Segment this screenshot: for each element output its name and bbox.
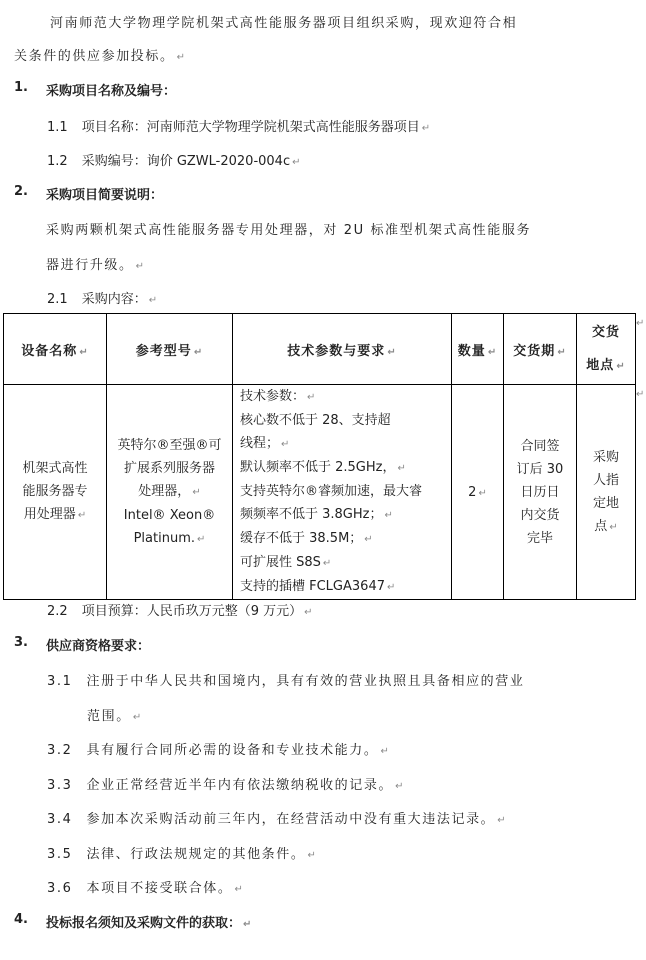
item-3-1-cont: 范围。 ↵ (87, 709, 143, 724)
section-2-desc-line-1: 采购两颗机架式高性能服务器专用处理器，对 2U 标准型机架式高性能服务 (46, 223, 532, 238)
section-1-heading: 1. 采购项目名称及编号： (14, 80, 177, 99)
header-delivery-place: 交货 地点 ↵ (577, 314, 636, 385)
item-3-5: 3.5 法律、行政法规规定的其他条件。 ↵ (47, 847, 318, 862)
cell-tech-spec: 技术参数： ↵ 核心数不低于 28、支持超 线程； ↵ 默认频率不低于 2.5GHz， ↵ 支持英特尔®睿频加速，最大睿 频频率不低于 3.8GHz； ↵ 缓存不低于 38.5M； ↵ 可扩展性 S8S ↵ 支持的插槽 FCLGA3647 ↵ (233, 385, 452, 600)
cell-device-name: 机架式高性 能服务器专 用处理器 ↵ (4, 385, 107, 600)
item-3-2: 3.2 具有履行合同所必需的设备和专业技术能力。 ↵ (47, 743, 391, 758)
procurement-table (3, 313, 636, 600)
item-1-1: 1.1 项目名称：河南师范大学物理学院机架式高性能服务器项目 ↵ (47, 120, 431, 135)
header-delivery-time: 交货期 ↵ (504, 314, 577, 385)
intro-line-2: 关条件的供应参加投标。 ↵ (14, 49, 187, 64)
row-end-mark-2: ↵ (636, 389, 645, 400)
section-2-desc-line-2: 器进行升级。 ↵ (46, 258, 146, 273)
row-end-mark-1: ↵ (636, 318, 645, 329)
section-2-heading: 2. 采购项目简要说明： (14, 184, 164, 203)
item-3-4: 3.4 参加本次采购活动前三年内，在经营活动中没有重大违法记录。 ↵ (47, 812, 508, 827)
section-3-heading: 3. 供应商资格要求： (14, 635, 151, 654)
item-3-1: 3.1 注册于中华人民共和国境内，具有有效的营业执照且具备相应的营业 (47, 674, 525, 689)
table-row (4, 385, 636, 600)
cell-delivery-place: 采购 人指 定地 点 ↵ (577, 385, 636, 600)
item-1-2: 1.2 采购编号：询价 GZWL-2020-004c ↵ (47, 154, 301, 169)
header-reference-model: 参考型号 ↵ (107, 314, 233, 385)
item-3-3: 3.3 企业正常经营近半年内有依法缴纳税收的记录。 ↵ (47, 778, 406, 793)
item-2-1: 2.1 采购内容： ↵ (47, 292, 158, 307)
cell-delivery-time: 合同签 订后 30 日历日 内交货 完毕 (504, 385, 577, 600)
header-tech-spec: 技术参数与要求 ↵ (233, 314, 452, 385)
section-4-heading: 4. 投标报名须知及采购文件的获取： ↵ (14, 912, 252, 931)
cell-reference-model: 英特尔®至强®可 扩展系列服务器 处理器， ↵ Intel® Xeon® Platinum. ↵ (107, 385, 233, 600)
intro-line-1: 河南师范大学物理学院机架式高性能服务器项目组织采购，现欢迎符合相 (50, 16, 518, 31)
table-header-row (4, 314, 636, 385)
item-3-6: 3.6 本项目不接受联合体。 ↵ (47, 881, 245, 896)
header-device-name: 设备名称 ↵ (4, 314, 107, 385)
cell-quantity: 2 ↵ (452, 385, 504, 600)
header-quantity: 数量 ↵ (452, 314, 504, 385)
item-2-2: 2.2 项目预算：人民币玖万元整（9 万元） ↵ (47, 604, 313, 619)
